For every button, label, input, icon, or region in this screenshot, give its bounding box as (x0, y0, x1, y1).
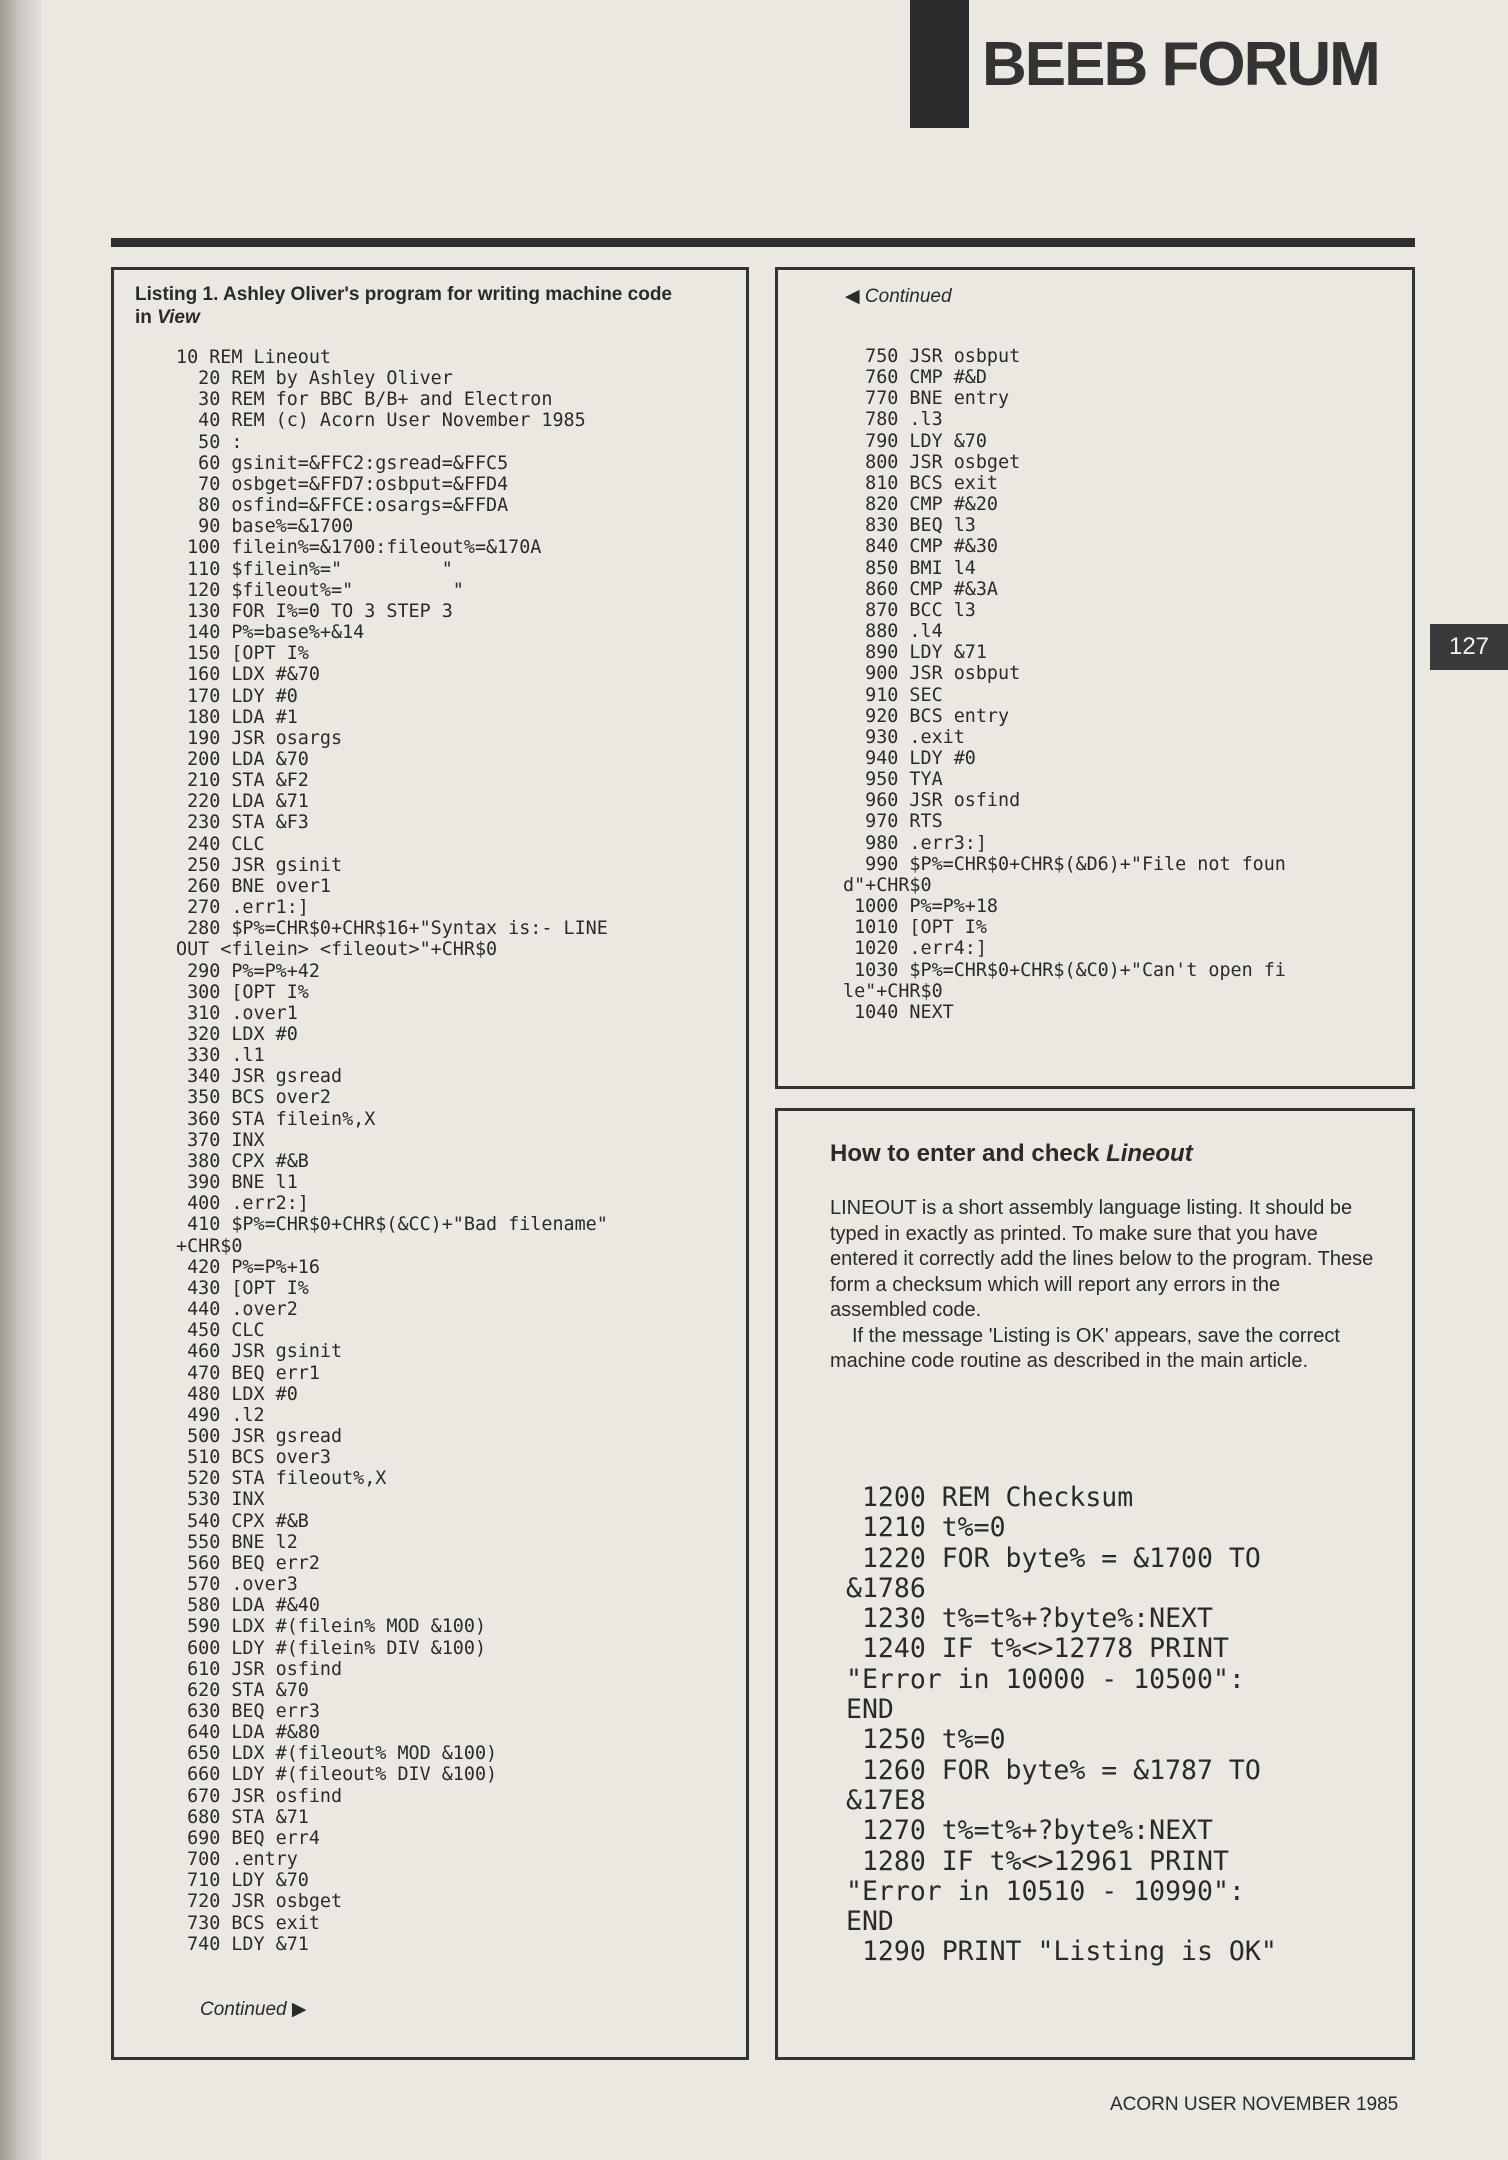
section-title: BEEB FORUM (982, 30, 1379, 99)
header-black-block (910, 0, 969, 128)
listing-code-right: 750 JSR osbput 760 CMP #&D 770 BNE entry 780 .l3 790 LDY &70 800 JSR osbget 810 BCS exit 820 CMP #&20 830 BEQ l3 840 CMP #&30 850 BMI l4 860 CMP #&3A 870 BCC l3 880 .l4 890 LDY &71 900 JSR osbput 910 SEC 920 BCS entry 930 .exit 940 LDY #0 950 TYA 960 JSR osfind 970 RTS 980 .err3:] 990 $P%=CHR$0+CHR$(&D6)+"File not foun d"+CHR$0 1000 P%=P%+18 1010 [OPT I% 1020 .err4:] 1030 $P%=CHR$0+CHR$(&C0)+"Can't open fi le"+CHR$0 1040 NEXT (843, 346, 1286, 1023)
continued-forward (200, 1998, 307, 2021)
continued-forward-label: Continued (200, 1999, 287, 2020)
listing-caption (135, 283, 675, 329)
footer-text: ACORN USER NOVEMBER 1985 (1110, 2094, 1399, 2115)
listing-caption-italic: View (157, 307, 200, 328)
checksum-code: 1200 REM Checksum 1210 t%=0 1220 FOR byte% = &1700 TO &1786 1230 t%=t%+?byte%:NEXT 1240 IF t%<>12778 PRINT "Error in 10000 - 10500": END 1250 t%=0 1260 FOR byte% = &1787 TO &17E8 1270 t%=t%+?byte%:NEXT 1280 IF t%<>12961 PRINT "Error in 10510 - 10990": END 1290 PRINT "Listing is OK" (846, 1482, 1277, 1968)
panel-body (830, 1196, 1375, 1375)
listing-code-left: 10 REM Lineout 20 REM by Ashley Oliver 30 REM for BBC B/B+ and Electron 40 REM (c) Acorn User November 1985 50 : 60 gsinit=&FFC2:gsread=&FFC5 70 osbget=&FFD7:osbput=&FFD4 80 osfind=&FFCE:osargs=&FFDA 90 base%=&1700 100 filein%=&1700:fileout%=&170A 110 $filein%=" " 120 $fileout%=" " 130 FOR I%=0 TO 3 STEP 3 140 P%=base%+&14 150 [OPT I% 160 LDX #&70 170 LDY #0 180 LDA #1 190 JSR osargs 200 LDA &70 210 STA &F2 220 LDA &71 230 STA &F3 240 CLC 250 JSR gsinit 260 BNE over1 270 .err1:] 280 $P%=CHR$0+CHR$16+"Syntax is:- LINE OUT <filein> <fileout>"+CHR$0 290 P%=P%+42 300 [OPT I% 310 .over1 320 LDX #0 330 .l1 340 JSR gsread 350 BCS over2 360 STA filein%,X 370 INX 380 CPX #&B 390 BNE l1 400 .err2:] 410 $P%=CHR$0+CHR$(&CC)+"Bad filename" +CHR$0 420 P%=P%+16 430 [OPT I% 440 .over2 450 CLC 460 JSR gsinit 470 BEQ err1 480 LDX #0 490 .l2 500 JSR gsread 510 BCS over3 520 STA fileout%,X 530 INX 540 CPX #&B 550 BNE l2 560 BEQ err2 570 .over3 580 LDA #&40 590 LDX #(filein% MOD &100) 600 LDY #(filein% DIV &100) 610 JSR osfind 620 STA &70 630 BEQ err3 640 LDA #&80 650 LDX #(fileout% MOD &100) 660 LDY #(fileout% DIV &100) 670 JSR osfind 680 STA &71 690 BEQ err4 700 .entry 710 LDY &70 720 JSR osbget 730 BCS exit 740 LDY &71 (176, 347, 608, 1955)
panel-title-italic: Lineout (1106, 1140, 1193, 1167)
listing-caption-text: Listing 1. Ashley Oliver's program for writing machine code in (135, 284, 672, 328)
page-number-tab: 127 (1430, 624, 1508, 670)
arrow-right-icon: ▶ (291, 1999, 307, 2020)
panel-paragraph-2: If the message 'Listing is OK' appears, save the correct machine code routine as described in the main article. (830, 1324, 1340, 1372)
continued-back-label: Continued (864, 286, 952, 307)
arrow-left-icon: ◀ (845, 286, 860, 307)
panel-paragraph-1: LINEOUT is a short assembly language listing. It should be typed in exactly as printed. To make sure that you have entered it correctly add the lines below to the program. These form a checksum which will report any errors in the assembled code. (830, 1197, 1374, 1321)
panel-title (830, 1140, 1193, 1168)
page-binding-shadow (0, 0, 42, 2160)
continued-back (845, 285, 952, 308)
header-rule (111, 238, 1415, 247)
panel-title-text: How to enter and check (830, 1140, 1107, 1167)
